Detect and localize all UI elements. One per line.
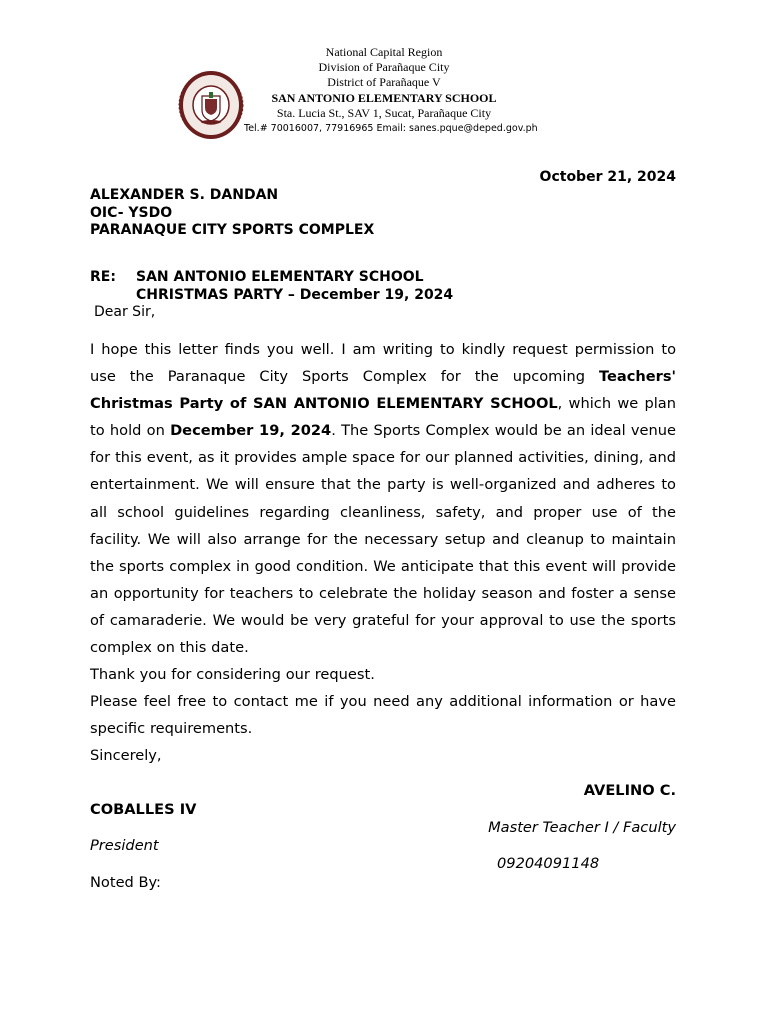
signatory-phone: 09204091148 bbox=[497, 855, 600, 872]
closing: Sincerely, bbox=[90, 747, 162, 765]
body-paragraph-1 bbox=[90, 336, 676, 661]
header-address: Sta. Lucia St., SAV 1, Sucat, Parañaque City bbox=[276, 106, 492, 120]
recipient-name: ALEXANDER S. DANDAN bbox=[90, 187, 279, 203]
noted-by-label: Noted By: bbox=[90, 874, 161, 891]
header-contact: Tel.# 70016007, 77916965 Email: sanes.pque@deped.gov.ph bbox=[244, 123, 538, 134]
header-division: Division of Parañaque City bbox=[318, 60, 450, 74]
subject-label: RE: bbox=[90, 269, 116, 285]
header-region: National Capital Region bbox=[325, 45, 443, 59]
header-district: District of Parañaque V bbox=[327, 75, 441, 89]
recipient-position: OIC- YSDO bbox=[90, 205, 173, 221]
school-seal-logo bbox=[178, 70, 244, 140]
body-text: , which we plan to hold on bbox=[90, 395, 676, 440]
body-paragraph-3: Please feel free to contact me if you need any additional information or have specific requirements. bbox=[90, 693, 676, 738]
letter-date: October 21, 2024 bbox=[539, 169, 676, 185]
salutation: Dear Sir, bbox=[94, 304, 156, 320]
event-name-emphasis: Teachers' Christmas Party of SAN ANTONIO ELEMENTARY SCHOOL bbox=[90, 368, 676, 413]
event-date-emphasis: December 19, 2024 bbox=[170, 422, 332, 440]
letter-body bbox=[90, 336, 676, 770]
subject-line-1: SAN ANTONIO ELEMENTARY SCHOOL bbox=[136, 269, 424, 285]
recipient-office: PARANAQUE CITY SPORTS COMPLEX bbox=[90, 222, 375, 238]
header-school-name: SAN ANTONIO ELEMENTARY SCHOOL bbox=[271, 91, 497, 105]
subject-line-2: CHRISTMAS PARTY – December 19, 2024 bbox=[136, 287, 454, 303]
body-text: . The Sports Complex would be an ideal venue for this event, as it provides ample space for our planned activities, dining, and entertainment. We will ensure that the party is well-organized and adheres to all school guidelines regarding cleanliness, safety, and proper use of the facility. We will also arrange for the necessary setup and cleanup to maintain the sports complex in good condition. We anticipate that this event will provide an opportunity for teachers to celebrate the holiday season and foster a sense of camaraderie. We would be very grateful for your approval to use the sports complex on this date. bbox=[90, 422, 676, 657]
body-paragraph-2: Thank you for considering our request. bbox=[90, 666, 375, 684]
signatory-name-last: COBALLES IV bbox=[90, 801, 197, 818]
signatory-title: Master Teacher I / Faculty bbox=[488, 819, 676, 836]
body-text: I hope this letter finds you well. I am writing to kindly request permission to use the Paranaque City Sports Complex for the upcoming bbox=[90, 341, 676, 386]
signatory-name-first: AVELINO C. bbox=[583, 782, 676, 799]
signatory-role: President bbox=[90, 837, 159, 854]
